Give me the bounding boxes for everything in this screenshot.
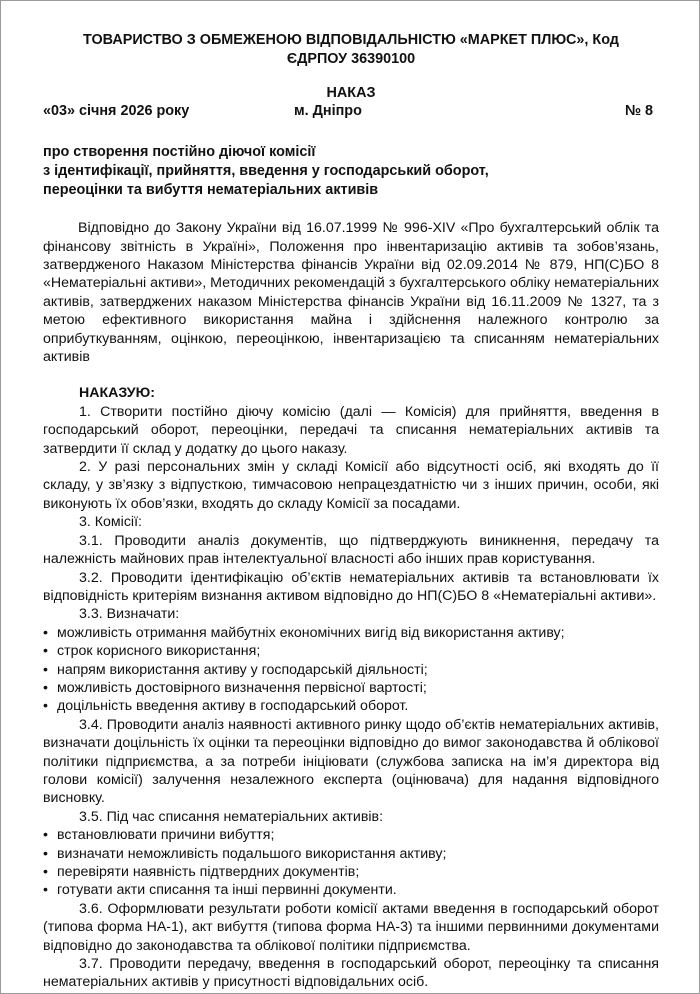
bullet-list-3-3 <box>43 624 659 716</box>
list-item <box>43 881 659 899</box>
company-name-line: ТОВАРИСТВО З ОБМЕЖЕНОЮ ВІДПОВІДАЛЬНІСТЮ «МАРКЕТ ПЛЮС», Код <box>83 32 619 48</box>
bullet-icon: • <box>43 845 48 862</box>
subject-line: переоцінки та вибуття нематеріальних активів <box>43 181 379 198</box>
list-item <box>43 826 659 844</box>
order-meta-row <box>43 102 659 122</box>
order-item-3-5: 3.5. Під час списання нематеріальних активів: <box>79 808 384 825</box>
list-item-text: готувати акти списання та інші первинні документи. <box>57 882 397 899</box>
order-item-3-1: 3.1. Проводити аналіз документів, що підтверджують виникнення, передачу та належність майнових прав інтелектуальної власності або інших прав користування. <box>43 532 659 568</box>
bullet-icon: • <box>43 679 48 696</box>
bullet-list-3-5 <box>43 826 659 900</box>
list-item-text: можливість достовірного визначення первісної вартості; <box>57 679 427 696</box>
list-item <box>43 679 659 697</box>
bullet-icon: • <box>43 698 48 715</box>
company-code-line: ЄДРПОУ 36390100 <box>286 50 416 67</box>
order-item-2: 2. У разі персональних змін у складі Комісії або відсутності осіб, які входять до її складу, у зв’язку з відпусткою, тимчасовою непрацездатністю чи з інших причин, особи, які виконують їх обов’язки, входять до складу Комісії за посадами. <box>43 459 659 512</box>
bullet-icon: • <box>43 882 48 899</box>
order-date: «03» січня 2026 року <box>43 103 190 120</box>
order-item-3-7: 3.7. Проводити передачу, введення в господарський оборот, переоцінку та списання нематеріальних активів у присутності відповідальних осіб. <box>43 956 659 991</box>
subject-line: з ідентифікації, прийняття, введення у господарський оборот, <box>43 163 489 179</box>
list-item <box>43 863 659 881</box>
order-item-1: 1. Створити постійно діючу комісію (далі — Комісія) для прийняття, введення в господарський оборот, переоцінки, передачі та списання нематеріальних активів та затвердити її склад у додатку до цього наказу. <box>43 403 659 457</box>
order-item-3-3: 3.3. Визначати: <box>79 606 180 623</box>
list-item <box>43 697 659 715</box>
order-item-3-2: 3.2. Проводити ідентифікацію об’єктів нематеріальних активів та встановлювати їх відповідність критеріям визнання активом відповідно до НП(С)БО 8 «Нематеріальні активи». <box>43 569 659 604</box>
order-number: № 8 <box>624 103 653 120</box>
order-heading: НАКАЗУЮ: <box>79 385 155 402</box>
bullet-icon: • <box>43 661 48 678</box>
preamble-paragraph: Відповідно до Закону України від 16.07.1999 № 996-XIV «Про бухгалтерський облік та фінансову звітність в Україні», Положення про інвентаризацію активів та зобов’язань, затвердженого Наказом Міністерства фінансів України від 02.09.2014 № 879, НП(С)БО 8 «Нематеріальні активи», Методичних рекомендацій з бухгалтерського обліку нематеріальних активів, затверджених наказом Міністерства фінансів України від 16.11.2009 № 1327, та з метою ефективного використання майна і здійснення належного контролю за оприбуткуванням, оцінкою, переоцінкою, інвентаризацією та списанням нематеріальних активів <box>43 220 659 366</box>
bullet-icon: • <box>43 827 48 844</box>
bullet-icon: • <box>43 643 48 660</box>
company-header <box>43 31 659 68</box>
list-item-text: можливість отримання майбутніх економічних вигід від використання активу; <box>57 624 565 641</box>
list-item <box>43 661 659 679</box>
list-item <box>43 642 659 660</box>
order-item-3-6: 3.6. Оформлювати результати роботи комісії актами введення в господарський оборот (типова форма НА-1), акт вибуття (типова форма НА-3) та іншими первинними документами відповідно до законодавства та облікової політики підприємства. <box>43 900 659 954</box>
order-subject <box>43 143 659 199</box>
order-title: НАКАЗ <box>326 85 376 101</box>
list-item <box>43 845 659 863</box>
order-item-3: 3. Комісії: <box>79 514 142 531</box>
subject-line: про створення постійно діючої комісії <box>43 144 316 161</box>
list-item-text: встановлювати причини вибуття; <box>57 827 275 844</box>
list-item-text: доцільність введення активу в господарський оборот. <box>57 698 409 715</box>
list-item-text: перевіряти наявність підтвердних документів; <box>57 864 360 880</box>
order-item-3-4: 3.4. Проводити аналіз наявності активного ринку щодо об’єктів нематеріальних активів, визначати доцільність їх оцінки та переоцінки відповідно до вимог законодавства й облікової політики підприємства, а за потреби ініціювати (службова записка на ім’я директора від голови комісії) залучення незалежного експерта (оцінювача) для надання відповідного висновку. <box>43 716 659 807</box>
order-city: м. Дніпро <box>294 103 362 120</box>
list-item-text: напрям використання активу у господарській діяльності; <box>57 661 428 678</box>
bullet-icon: • <box>43 864 48 880</box>
list-item-text: визначати неможливість подальшого використання активу; <box>57 845 447 862</box>
list-item <box>43 624 659 642</box>
bullet-icon: • <box>43 624 48 641</box>
document-body <box>43 23 659 992</box>
list-item-text: строк корисного використання; <box>57 643 261 660</box>
